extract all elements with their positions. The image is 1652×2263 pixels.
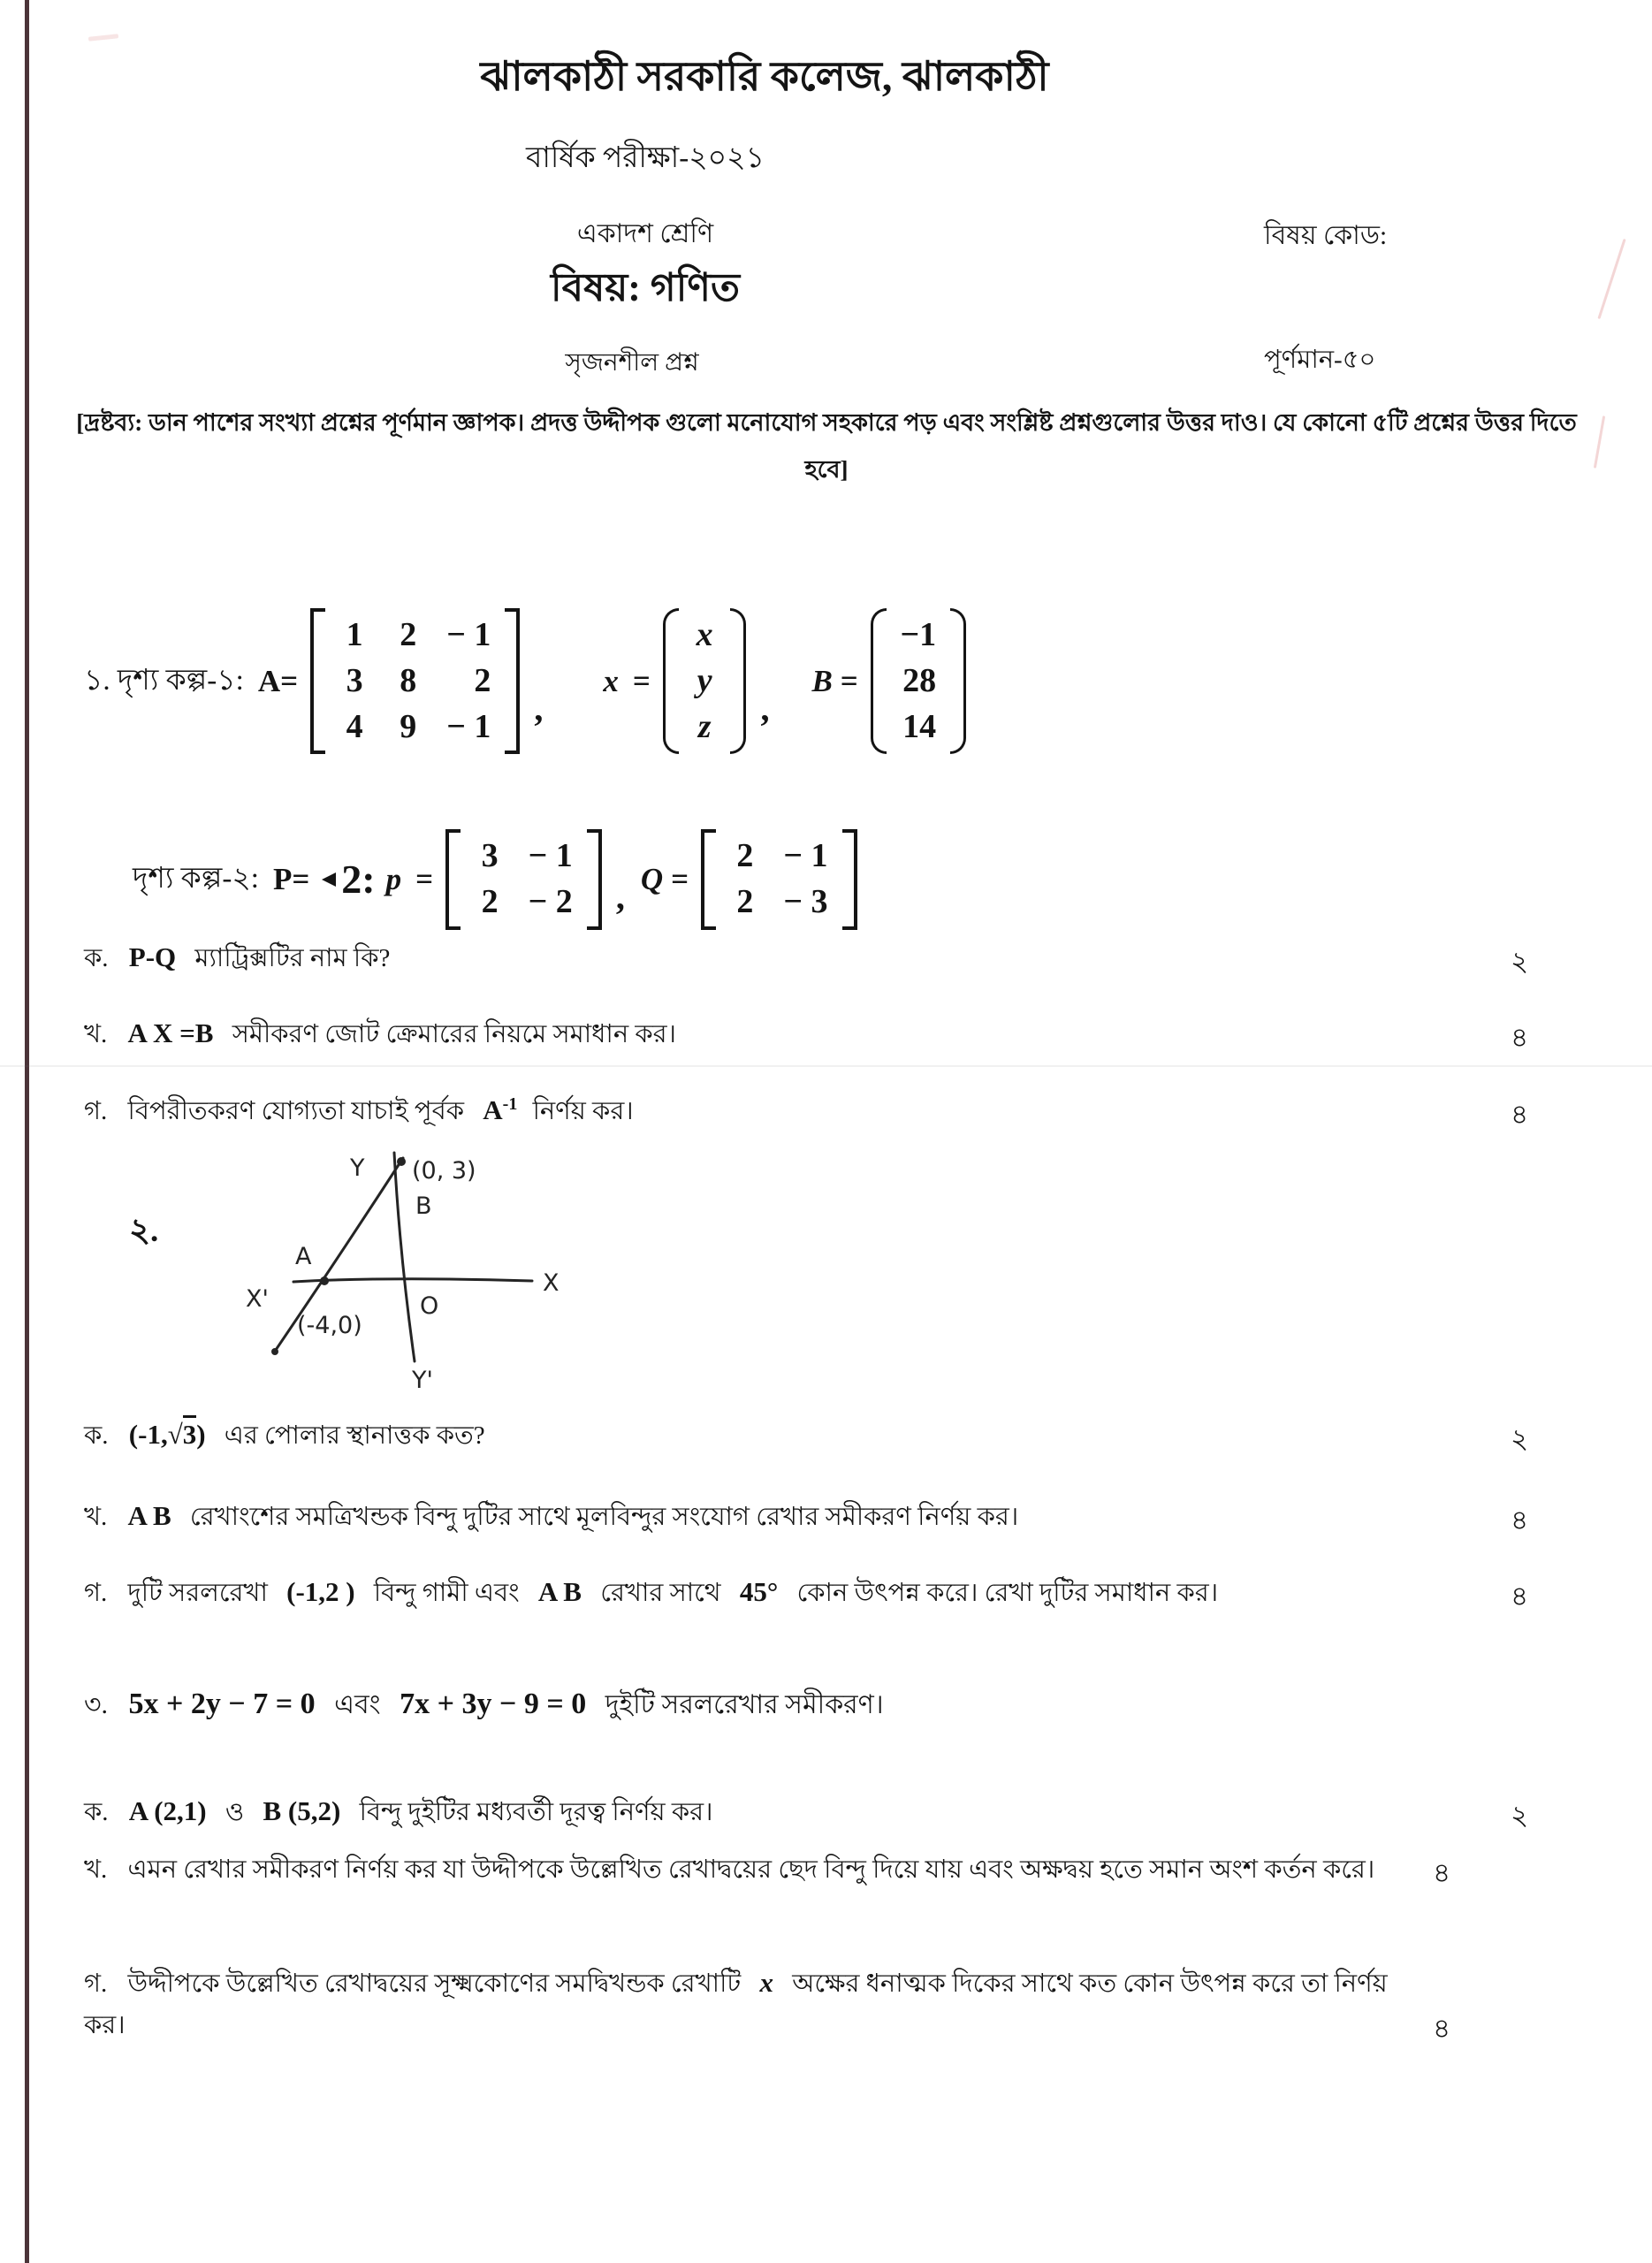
marks-value: ৪ <box>1511 1098 1529 1130</box>
scan-artifact <box>88 34 118 42</box>
coordinate-diagram <box>239 1147 575 1413</box>
right-bracket <box>587 829 602 930</box>
part-label: গ. <box>84 1097 108 1125</box>
q1-part-ga: গ. বিপরীতকরণ যোগ্যতা যাচাই পূর্বক $A^{-1}$ নির্ণয় কর। ৪ <box>84 1088 1562 1132</box>
label-X: X <box>543 1269 560 1297</box>
right-bracket <box>505 608 520 754</box>
radical-sign: √ <box>167 1419 183 1450</box>
math-AB: A B <box>537 1576 582 1607</box>
instruction-note: [দ্রষ্টব্য: ডান পাশের সংখ্যা প্রশ্নের পূর্ণমান জ্ঞাপক। প্রদত্ত উদ্দীপক গুলো মনোযোগ সহকারে পড় এবং সংশ্লিষ্ট প্রশ্নগুলোর উত্তর দাও। যে কোনো ৫টি প্রশ্নের উত্তর দিতে হবে] <box>76 409 1577 483</box>
exam-title: বার্ষিক পরীক্ষা-২০২১ <box>526 142 765 174</box>
x-axis <box>293 1279 532 1282</box>
subject-code-label: বিষয় কোড: <box>1264 221 1388 250</box>
part-label: খ. <box>84 1020 108 1048</box>
marks-value: ৪ <box>1433 1856 1451 1888</box>
part-label: ক. <box>84 944 109 972</box>
q2-part-ka: ক. (-1,√3) এর পোলার স্থানাত্তক কত? ২ <box>84 1413 1562 1457</box>
q1-part-kha: খ. A X =B সমীকরণ জোট ক্রেমারের নিয়মে সমাধান কর। ৪ <box>84 1011 1562 1055</box>
ink-smudge-icon <box>322 872 336 887</box>
scan-fold-line <box>0 1065 1652 1067</box>
math-point-A: A (2,1) <box>128 1795 207 1826</box>
part-label: ক. <box>84 1421 109 1450</box>
question-type: সৃজনশীল প্রশ্ন <box>565 349 699 377</box>
matrix-P-name: P= <box>272 861 310 896</box>
right-paren <box>950 608 966 754</box>
vector-B-name: B = <box>811 663 858 698</box>
scribble-2: 2: <box>341 857 376 903</box>
scan-artifact <box>1594 415 1605 469</box>
left-paren <box>663 608 679 754</box>
math-line2-equation: 7x + 3y − 9 = 0 <box>400 1688 587 1720</box>
label-Y-prime: Y' <box>412 1367 433 1394</box>
pen-blob <box>271 1348 278 1355</box>
college-title: ঝালকাঠী সরকারি কলেজ, ঝালকাঠী <box>480 54 1049 99</box>
math-point-B: B (5,2) <box>263 1795 341 1826</box>
q3-part-ka: ক. A (2,1) ও B (5,2) বিন্দু দুইটির মধ্যবর্তী দূরত্ব নির্ণয় কর। ২ <box>84 1789 1562 1833</box>
class-name: একাদশ শ্রেণি <box>576 219 714 248</box>
q1-scenario2-label: দৃশ্য কল্প-২: <box>133 862 259 895</box>
label-O: O <box>420 1292 439 1320</box>
subject-title: বিষয়: গণিত <box>551 266 740 309</box>
matrix-p: 3 − 1 2 − 2 <box>445 829 602 930</box>
marks-value: ৪ <box>1511 1021 1529 1053</box>
part-label: খ. <box>84 1855 108 1884</box>
math-A-inverse: A <box>483 1094 503 1125</box>
question-number: ৩. <box>84 1690 109 1719</box>
label-point-0-3: (0, 3) <box>412 1157 476 1185</box>
q1-scenario1-label: ১. দৃশ্য কল্প-১: <box>84 664 244 697</box>
q1-scenario1: ১. দৃশ্য কল্প-১: A= 1 2 − 1 3 8 2 4 9 − 1 , x = x y z , B = −1 28 14 <box>84 608 971 754</box>
math-line1-equation: 5x + 2y − 7 = 0 <box>128 1688 316 1720</box>
part-label: গ. <box>84 1579 108 1607</box>
right-paren <box>730 608 746 754</box>
q2-number: ২. <box>129 1213 159 1249</box>
left-bracket <box>310 608 325 754</box>
math-AX-eq-B: A X =B <box>127 1017 214 1048</box>
math-point: (-1, <box>128 1419 168 1450</box>
vector-x-name: x <box>603 663 619 698</box>
matrix-A: 1 2 − 1 3 8 2 4 9 − 1 <box>310 608 520 754</box>
label-point-minus4-0: (-4,0) <box>297 1312 362 1339</box>
vector-x: x y z <box>663 608 747 754</box>
part-label: ক. <box>84 1798 109 1826</box>
math-P-minus-Q: P-Q <box>128 941 177 972</box>
matrix-Q: 2 − 1 2 − 3 <box>701 829 857 930</box>
label-X-prime: X' <box>246 1285 269 1313</box>
marks-value: ২ <box>1511 1422 1529 1454</box>
right-bracket <box>842 829 857 930</box>
matrix-A-name: A= <box>257 663 299 698</box>
math-45-degree: 45° <box>739 1576 779 1607</box>
matrix-Q-name: Q = <box>640 861 689 896</box>
label-Y: Y <box>350 1154 365 1182</box>
marks-value: ৪ <box>1433 2012 1451 2044</box>
math-x-axis-var: x <box>759 1967 773 1998</box>
scan-edge-line <box>25 0 29 2263</box>
left-paren <box>871 608 887 754</box>
point-A-dot <box>320 1276 329 1285</box>
marks-value: ২ <box>1511 945 1529 977</box>
scan-artifact <box>1597 239 1625 319</box>
full-marks: পূর্ণমান-৫০ <box>1264 346 1376 374</box>
q3-intro: ৩. 5x + 2y − 7 = 0 এবং 7x + 3y − 9 = 0 দুইটি সরলরেখার সমীকরণ। <box>84 1688 884 1720</box>
math-AB: A B <box>127 1500 171 1531</box>
q1-part-ka: ক. P-Q ম্যাট্রিক্সটির নাম কি? ২ <box>84 935 1562 979</box>
q2-part-kha: খ. A B রেখাংশের সমত্রিখন্ডক বিন্দু দুটির সাথে মূলবিন্দুর সংযোগ রেখার সমীকরণ নির্ণয় কর। ৪ <box>84 1494 1562 1538</box>
left-bracket <box>445 829 461 930</box>
math-point-minus1-2: (-1,2 ) <box>286 1576 355 1607</box>
point-B-dot <box>397 1157 406 1166</box>
label-A: A <box>295 1243 312 1270</box>
label-B: B <box>415 1192 432 1220</box>
marks-value: ৪ <box>1511 1580 1529 1612</box>
q1-scenario2: দৃশ্য কল্প-২: P= 2: p = 3 − 1 2 − 2 , Q = 2 − 1 2 − 3 <box>133 829 863 930</box>
part-label: গ. <box>84 1970 108 1998</box>
q3-part-kha: খ. এমন রেখার সমীকরণ নির্ণয় কর যা উদ্দীপকে উল্লেখিত রেখাদ্বয়ের ছেদ বিন্দু দিয়ে যায় এবং অক্ষদ্বয় হতে সমান অংশ কর্তন করে। ৪ <box>84 1849 1562 1891</box>
marks-value: ২ <box>1511 1799 1529 1831</box>
left-bracket <box>701 829 716 930</box>
marks-value: ৪ <box>1511 1504 1529 1535</box>
matrix-p-name: p <box>385 861 402 896</box>
q2-part-ga: গ. দুটি সরলরেখা (-1,2 ) বিন্দু গামী এবং A B রেখার সাথে 45° কোন উৎপন্ন করে। রেখা দুটির সমাধান কর। ৪ <box>84 1570 1562 1614</box>
vector-B: −1 28 14 <box>871 608 967 754</box>
part-label: খ. <box>84 1503 108 1531</box>
q3-part-ga: গ. উদ্দীপকে উল্লেখিত রেখাদ্বয়ের সূক্ষ্মকোণের সমদ্বিখন্ডক রেখাটি x অক্ষের ধনাত্মক দিকের সাথে কত কোন উৎপন্ন করে তা নির্ণয় কর। ৪ <box>84 1961 1562 2046</box>
